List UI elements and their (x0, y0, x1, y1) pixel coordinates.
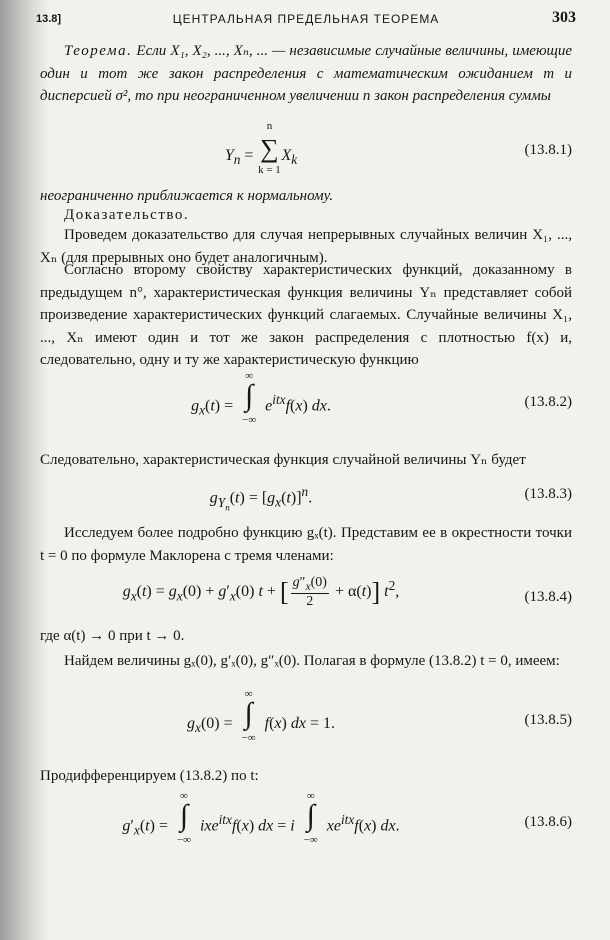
theorem-statement (40, 40, 572, 108)
equation-number: (13.8.1) (524, 142, 572, 158)
proof-label: Доказательство. (64, 207, 190, 223)
formula-char-function: $g_x(t)$ = ∞ ∫ −∞ $e^{itx}f(x)$ dx. (191, 370, 331, 427)
section-number: 13.8] (36, 13, 62, 25)
paragraph-3: Следовательно, характеристическая функция случайной величины Yₙ будет (40, 452, 526, 468)
formula-maclaurin: $g_x(t) = g_x(0) + g'_x(0) t$ + [ $\frac{g''_x(0)}{2}$ + α(t)] $t^2$, (122, 575, 400, 609)
integral-symbol: ∞ ∫ −∞ (303, 790, 318, 847)
formula-product: $g_{Y_n}(t) = [g_x(t)]^n$. (209, 484, 313, 513)
formula-sum: $Y_n$ = n ∑ k = 1 $X_k$ (224, 120, 298, 176)
page-number: 303 (552, 9, 576, 26)
equation-13-8-5 (40, 688, 572, 754)
integral-symbol: ∞ ∫ −∞ (242, 370, 257, 427)
paragraph-7: Продифференцируем (13.8.2) по t: (40, 768, 259, 784)
equation-13-8-2 (40, 370, 572, 436)
formula-derivative: $g'_x(t)$ = ∞ ∫ −∞ ixe$^{itx}$f(x) dx = i ∞ ∫ −∞ $xe^{itx}f(x)$ dx. (122, 790, 400, 847)
equation-13-8-4 (40, 575, 572, 619)
paragraph-2: Согласно второму свойству характеристических функций, доказанному в предыдущем n°, характеристическая функция величины Yₙ представляет собой произведение характеристических функций слагаемых. Случайные величины X₁, ..., Xₙ имеют один и тот же закон распределения с плотностью f(x) и, следовательно, одну и ту же характеристическую функцию (40, 262, 572, 368)
running-header (36, 11, 576, 31)
equation-number: (13.8.5) (524, 712, 572, 728)
theorem-text: Если X₁, X₂, ..., Xₙ, ... — независимые случайные величины, имеющие один и тот же закон распределения с математическим ожиданием m и дисперсией σ², то при неограниченном увеличении n закон распределения суммы (40, 43, 572, 104)
equation-number: (13.8.4) (524, 589, 572, 605)
sum-symbol: n ∑ k = 1 (258, 120, 281, 176)
equation-number: (13.8.2) (524, 394, 572, 410)
running-title: ЦЕНТРАЛЬНАЯ ПРЕДЕЛЬНАЯ ТЕОРЕМА (172, 12, 440, 26)
equation-13-8-3 (40, 484, 572, 514)
paragraph-4: Исследуем более подробно функцию gₓ(t). Представим ее в окрестности точки t = 0 по формуле Маклорена с тремя членами: (40, 525, 572, 564)
fraction-second-derivative: $\frac{g''_x(0)}{2}$ (292, 575, 327, 609)
equation-number: (13.8.3) (524, 486, 572, 502)
formula-at-zero: $g_x(0)$ = ∞ ∫ −∞ f(x) dx = 1. (187, 688, 335, 744)
paragraph-1: Проведем доказательство для случая непрерывных случайных величин X₁, ..., Xₙ (для прерывных оно будет аналогичным). (40, 227, 572, 266)
equation-13-8-6 (40, 790, 572, 856)
paragraph-5: где α(t) → 0 при t → 0. (40, 628, 185, 644)
integral-symbol: ∞ ∫ −∞ (176, 790, 191, 847)
equation-number: (13.8.6) (524, 814, 572, 830)
equation-13-8-1 (40, 120, 572, 176)
paragraph-6: Найдем величины gₓ(0), g′ₓ(0), g″ₓ(0). Полагая в формуле (13.8.2) t = 0, имеем: (64, 653, 560, 669)
integral-symbol: ∞ ∫ −∞ (241, 688, 256, 744)
theorem-label: Теорема. (64, 43, 133, 59)
theorem-conclusion: неограниченно приближается к нормальному. (40, 188, 334, 204)
